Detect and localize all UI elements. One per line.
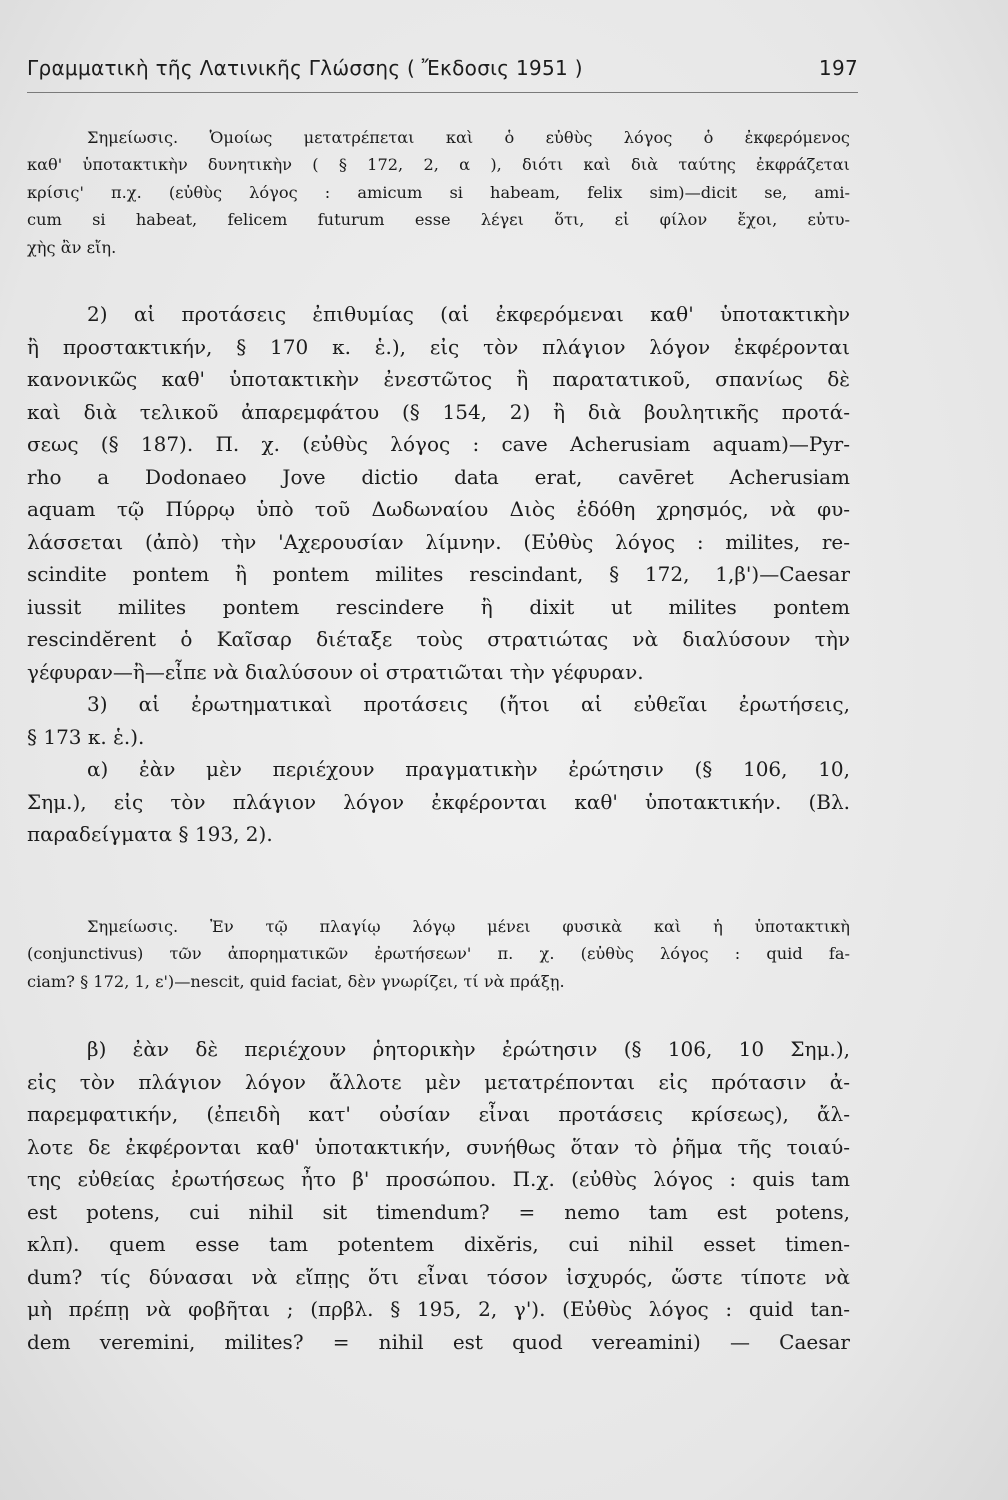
text-line: ciam? § 172, 1, ε')—nescit, quid faciat, δὲν γνωρίζει, τί νὰ πράξῃ. [27,971,565,991]
text-line: 2) αἱ προτάσεις ἐπιθυμίας (αἱ ἐκφερόμεναι καθ' ὑποτακτικὴν [87,302,850,326]
text-line: aquam τῷ Πύρρῳ ὑπὸ τοῦ Δωδωναίου Διὸς ἐδόθη χρησμός, νὰ φυ- [27,497,850,521]
running-header [27,56,858,80]
note-paragraph-2 [27,913,850,995]
text-line: § 173 κ. ἑ.). [27,724,145,749]
section-beta-paragraph [27,1033,850,1358]
text-line: παρεμφατικήν, (ἐπειδὴ κατ' οὐσίαν εἶναι προτάσεις κρίσεως), ἄλ- [27,1102,850,1126]
text-line: cum si habeat, felicem futurum esse λέγει ὅτι, εἰ φίλον ἔχοι, εὐτυ- [27,210,850,230]
text-line: est potens, cui nihil sit timendum? = nemo tam est potens, [27,1199,850,1224]
text-line: χὴς ἂν εἴη. [27,237,117,257]
page-number: 197 [818,56,858,80]
running-title: Γραμματικὴ τῆς Λατινικῆς Γλώσσης ( Ἔκδοσις 1951 ) [27,56,583,80]
text-line: β) ἐὰν δὲ περιέχουν ῥητορικὴν ἐρώτησιν (§ 106, 10 Σημ.), [87,1037,850,1061]
text-line: καθ' ὑποτακτικὴν δυνητικὴν ( § 172, 2, α ), διότι καὶ διὰ ταύτης ἐκφράζεται [27,155,850,175]
text-line: α) ἐὰν μὲν περιέχουν πραγματικὴν ἐρώτησιν (§ 106, 10, [87,757,850,781]
text-line: Σημείωσις. Ἐν τῷ πλαγίῳ λόγῳ μένει φυσικὰ καὶ ἡ ὑποτακτικὴ [87,917,850,936]
text-line: rho a Dodonaeo Jove dictio data erat, cavēret Acherusiam [27,464,850,489]
text-line: γέφυραν—ἢ—εἶπε νὰ διαλύσουν οἱ στρατιῶται τὴν γέφυραν. [27,659,644,684]
text-line: παραδείγματα § 193, 2). [27,822,273,846]
text-line: σεως (§ 187). Π. χ. (εὐθὺς λόγος : cave Acherusiam aquam)—Pyr- [27,432,850,456]
text-line: rescindĕrent ὁ Καῖσαρ διέταξε τοὺς στρατιώτας νὰ διαλύσουν τὴν [27,627,850,651]
text-line: κλπ). quem esse tam potentem dixĕris, cui nihil esset timen- [27,1232,850,1256]
text-line: μὴ πρέπῃ νὰ φοβῆται ; (πρβλ. § 195, 2, γ'). (Εὐθὺς λόγος : quid tan- [27,1297,850,1321]
text-line: λοτε δε ἐκφέρονται καθ' ὑποτακτικήν, συνήθως ὅταν τὸ ῥῆμα τῆς τοιαύ- [27,1134,850,1159]
text-line: λάσσεται (ἀπὸ) τὴν 'Αχερουσίαν λίμνην. (Εὐθὺς λόγος : milites, re- [27,529,850,554]
text-line: της εὐθείας ἐρωτήσεως ἦτο β' προσώπου. Π.χ. (εὐθὺς λόγος : quis tam [27,1167,850,1191]
text-line: (conjunctivus) τῶν ἀπορηματικῶν ἐρωτήσεων' π. χ. (εὐθὺς λόγος : quid fa- [27,944,850,964]
text-line: 3) αἱ ἐρωτηματικαὶ προτάσεις (ἤτοι αἱ εὐθεῖαι ἐρωτήσεις, [87,692,850,716]
text-line: iussit milites pontem rescindere ἢ dixit ut milites pontem [27,594,850,619]
text-line: καὶ διὰ τελικοῦ ἀπαρεμφάτου (§ 154, 2) ἢ διὰ βουλητικῆς προτά- [27,399,850,424]
text-line: ἢ προστακτικήν, § 170 κ. ἑ.), εἰς τὸν πλάγιον λόγον ἐκφέρονται [27,334,850,359]
text-line: κρίσις' π.χ. (εὐθὺς λόγος : amicum si habeam, felix sim)—dicit se, ami- [27,182,850,202]
text-line: dum? τίς δύνασαι νὰ εἴπῃς ὅτι εἶναι τόσον ἰσχυρός, ὥστε τίποτε νὰ [27,1264,850,1289]
text-line: κανονικῶς καθ' ὑποτακτικὴν ἐνεστῶτος ἢ παρατατικοῦ, σπανίως δὲ [27,367,850,391]
text-line: Σημ.), εἰς τὸν πλάγιον λόγον ἐκφέρονται καθ' ὑποτακτικήν. (Βλ. [27,789,850,814]
section-2-paragraph [27,298,850,851]
text-line: Σημείωσις. Ὁμοίως μετατρέπεται καὶ ὁ εὐθὺς λόγος ὁ ἐκφερόμενος [87,128,850,147]
text-line: scindite pontem ἢ pontem milites rescindant, § 172, 1,β')—Caesar [27,562,850,586]
text-line: εἰς τὸν πλάγιον λόγον ἄλλοτε μὲν μετατρέπονται εἰς πρότασιν ἀ- [27,1069,850,1094]
text-line: dem veremini, milites? = nihil est quod vereamini) — Caesar [27,1329,850,1354]
note-paragraph-1 [27,124,850,261]
header-rule [27,92,858,93]
